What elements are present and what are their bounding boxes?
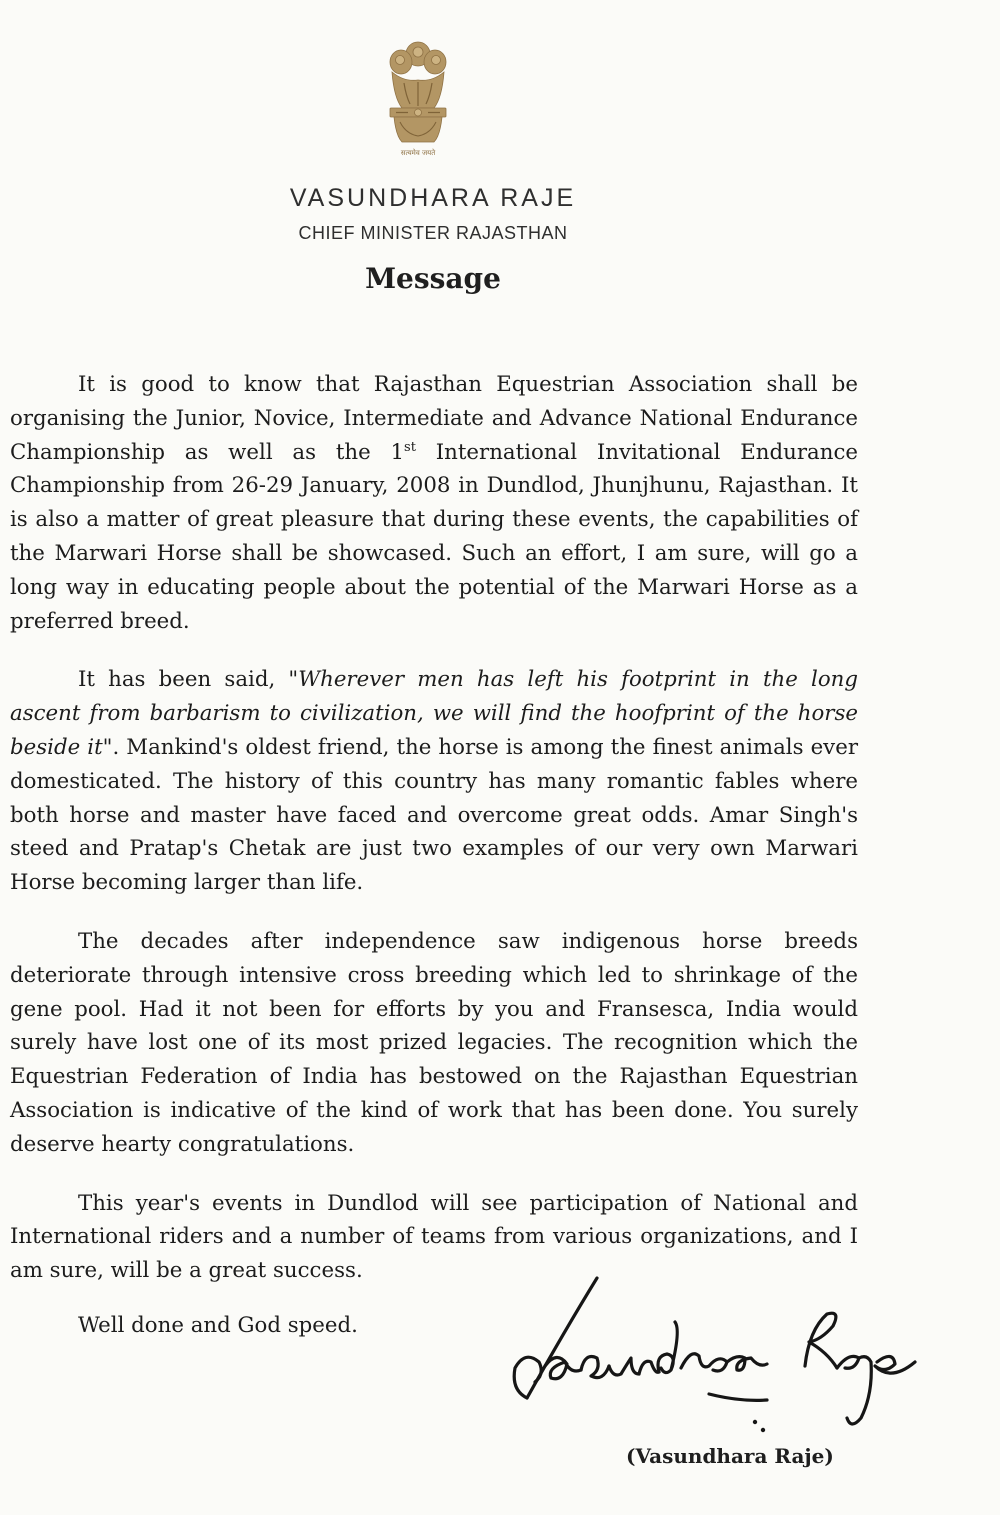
paragraph-3: The decades after independence saw indigenous horse breeds deteriorate through intensive cross breeding which led to shrinkage of the gene pool. Had it not been for efforts by you and Fransesca, India would surely have lost one of its most prized legacies. The recognition which the Equestrian Federation of India has bestowed on the Rajasthan Equestrian Association is indicative of the kind of work that has been done. You surely deserve hearty congratulations. xyxy=(10,928,858,1157)
paragraph-1-text-b: International Invitational Endurance Championship from 26-29 January, 2008 in Dundlod, Jhunjhunu, Rajasthan. It is also a matter of great pleasure that during these events, the capabilities of the Marwari Horse shall be showcased. Such an effort, I am sure, will go a long way in educating people about the potential of the Marwari Horse as a preferred breed. xyxy=(10,439,858,634)
paragraph-1-text-a: It is good to know that Rajasthan Equestrian Association shall be organising the Junior, Novice, Intermediate and Advance National Endurance Championship as well as the 1 xyxy=(10,372,858,465)
message-body xyxy=(10,368,858,1288)
paragraph-2-text-b: ". Mankind's oldest friend, the horse is among the finest animals ever domesticated. The history of this country has many romantic fables where both horse and master have faced and overcome great odds. Amar Singh's steed and Pratap's Chetak are just two examples of our very own Marwari Horse becoming larger than life. xyxy=(10,734,859,896)
ordinal-suffix: st xyxy=(404,439,416,455)
handwritten-signature xyxy=(505,1270,990,1440)
document-title: Message xyxy=(365,262,501,295)
state-emblem-icon xyxy=(382,38,454,160)
paragraph-2-text-a: It has been said, " xyxy=(78,667,299,693)
author-name: VASUNDHARA RAJE xyxy=(289,184,577,212)
closing-line: Well done and God speed. xyxy=(78,1313,358,1338)
paragraph-1 xyxy=(10,368,858,638)
author-designation: CHIEF MINISTER RAJASTHAN xyxy=(298,223,568,243)
paragraph-4: This year's events in Dundlod will see participation of National and International riders and a number of teams from various organizations, and I am sure, will be a great success. xyxy=(10,1190,858,1284)
emblem-motto: सत्यमेव जयते xyxy=(400,149,436,157)
horse-quote: Wherever men has left his footprint in the long ascent from barbarism to civilization, we will find the hoofprint of the horse beside it xyxy=(10,667,858,760)
signatory-name: (Vasundhara Raje) xyxy=(626,1444,834,1468)
paragraph-2 xyxy=(10,663,858,900)
